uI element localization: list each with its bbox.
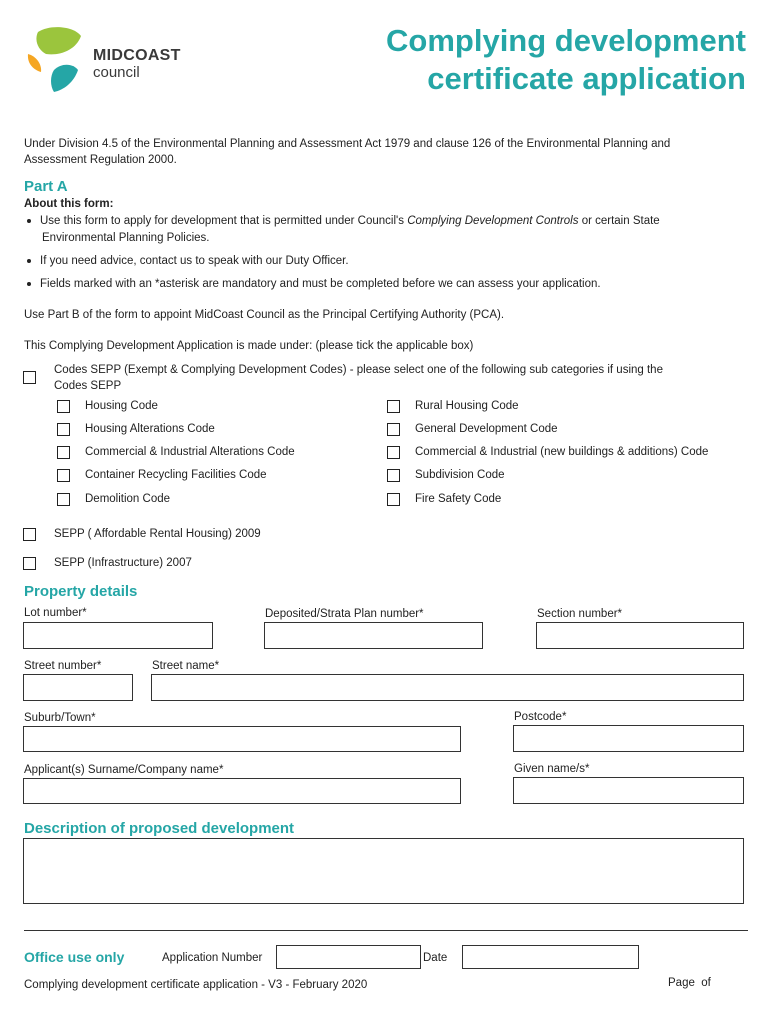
made-under-text: This Complying Development Application is made under: (please tick the applicable box) — [24, 340, 474, 352]
page-title — [386, 22, 746, 98]
property-details-heading: Property details — [24, 583, 138, 600]
description-textarea[interactable] — [23, 838, 744, 904]
container-recycling-checkbox[interactable] — [57, 469, 70, 482]
footer-page-number: Page of — [668, 977, 711, 989]
logo-brand-name: MIDCOAST — [93, 47, 181, 64]
bullet-dot — [27, 282, 31, 286]
given-names-label: Given name/s* — [514, 763, 590, 775]
intro-text — [24, 136, 749, 168]
footer-doc-name: Complying development certificate application - V3 - February 2020 — [24, 979, 368, 991]
housing-code-checkbox[interactable] — [57, 400, 70, 413]
codes-sepp-checkbox[interactable] — [23, 371, 36, 384]
suburb-label: Suburb/Town* — [24, 712, 96, 724]
street-number-label: Street number* — [24, 660, 102, 672]
codes-sepp-line1: Codes SEPP (Exempt & Complying Development Codes) - please select one of the following sub categories if using the — [54, 364, 663, 376]
general-development-label: General Development Code — [415, 423, 558, 435]
applicant-surname-label: Applicant(s) Surname/Company name* — [24, 764, 224, 776]
midcoast-logo — [24, 26, 86, 94]
given-names-input[interactable] — [513, 777, 744, 804]
date-label: Date — [423, 952, 448, 964]
bullet-dot — [27, 219, 31, 223]
housing-code-label: Housing Code — [85, 400, 158, 412]
demolition-checkbox[interactable] — [57, 493, 70, 506]
codes-sepp-label — [54, 362, 663, 394]
bullet-2: If you need advice, contact us to speak with our Duty Officer. — [40, 255, 349, 267]
intro-line1: Under Division 4.5 of the Environmental Planning and Assessment Act 1979 and clause 126 of the Environmental Planning and — [24, 138, 671, 150]
commercial-new-buildings-checkbox[interactable] — [387, 446, 400, 459]
page-title-line2: certificate application — [427, 61, 746, 96]
section-number-label: Section number* — [537, 608, 623, 620]
housing-alterations-label: Housing Alterations Code — [85, 423, 215, 435]
fire-safety-label: Fire Safety Code — [415, 493, 502, 505]
date-input[interactable] — [462, 945, 639, 969]
section-number-input[interactable] — [536, 622, 744, 649]
page-title-line1: Complying development — [386, 23, 746, 58]
intro-line2: Assessment Regulation 2000. — [24, 154, 177, 166]
description-heading: Description of proposed development — [24, 820, 295, 837]
office-divider — [24, 930, 748, 931]
application-number-label: Application Number — [162, 952, 263, 964]
rural-housing-checkbox[interactable] — [387, 400, 400, 413]
lot-number-label: Lot number* — [24, 607, 87, 619]
postcode-label: Postcode* — [514, 711, 567, 723]
sepp-infrastructure-label: SEPP (Infrastructure) 2007 — [54, 557, 192, 569]
sepp-affordable-label: SEPP ( Affordable Rental Housing) 2009 — [54, 528, 261, 540]
street-name-input[interactable] — [151, 674, 744, 701]
lot-number-input[interactable] — [23, 622, 213, 649]
sepp-affordable-checkbox[interactable] — [23, 528, 36, 541]
applicant-surname-input[interactable] — [23, 778, 461, 804]
postcode-input[interactable] — [513, 725, 744, 752]
fire-safety-checkbox[interactable] — [387, 493, 400, 506]
subdivision-label: Subdivision Code — [415, 469, 505, 481]
street-name-label: Street name* — [152, 660, 220, 672]
pca-note: Use Part B of the form to appoint MidCoast Council as the Principal Certifying Authority (PCA). — [24, 309, 505, 321]
demolition-label: Demolition Code — [85, 493, 171, 505]
logo-brand-sub: council — [93, 64, 140, 81]
bullet-1-italic: Complying Development Controls — [407, 215, 579, 227]
bullet-1-text: Use this form to apply for development that is permitted under Council's — [40, 215, 408, 227]
subdivision-checkbox[interactable] — [387, 469, 400, 482]
container-recycling-label: Container Recycling Facilities Code — [85, 469, 267, 481]
rural-housing-label: Rural Housing Code — [415, 400, 519, 412]
codes-sepp-line2: Codes SEPP — [54, 380, 122, 392]
deposited-plan-label: Deposited/Strata Plan number* — [265, 608, 424, 620]
sepp-infrastructure-checkbox[interactable] — [23, 557, 36, 570]
bullet-1-line2: Environmental Planning Policies. — [42, 232, 210, 244]
commercial-new-buildings-label: Commercial & Industrial (new buildings & additions) Code — [415, 446, 709, 458]
office-use-heading: Office use only — [24, 949, 125, 965]
suburb-input[interactable] — [23, 726, 461, 752]
commercial-alterations-checkbox[interactable] — [57, 446, 70, 459]
application-number-input[interactable] — [276, 945, 421, 969]
deposited-plan-input[interactable] — [264, 622, 483, 649]
part-a-heading: Part A — [24, 178, 68, 195]
logo-leaf-green — [36, 27, 81, 54]
logo-leaf-orange — [28, 54, 41, 72]
about-heading: About this form: — [24, 198, 114, 210]
commercial-alterations-label: Commercial & Industrial Alterations Code — [85, 446, 295, 458]
general-development-checkbox[interactable] — [387, 423, 400, 436]
bullet-1-text-end: or certain State — [578, 215, 660, 227]
logo-leaf-teal — [51, 65, 78, 92]
housing-alterations-checkbox[interactable] — [57, 423, 70, 436]
street-number-input[interactable] — [23, 674, 133, 701]
bullet-1 — [40, 213, 660, 229]
bullet-dot — [27, 259, 31, 263]
bullet-3: Fields marked with an *asterisk are mandatory and must be completed before we can assess your application. — [40, 278, 601, 290]
